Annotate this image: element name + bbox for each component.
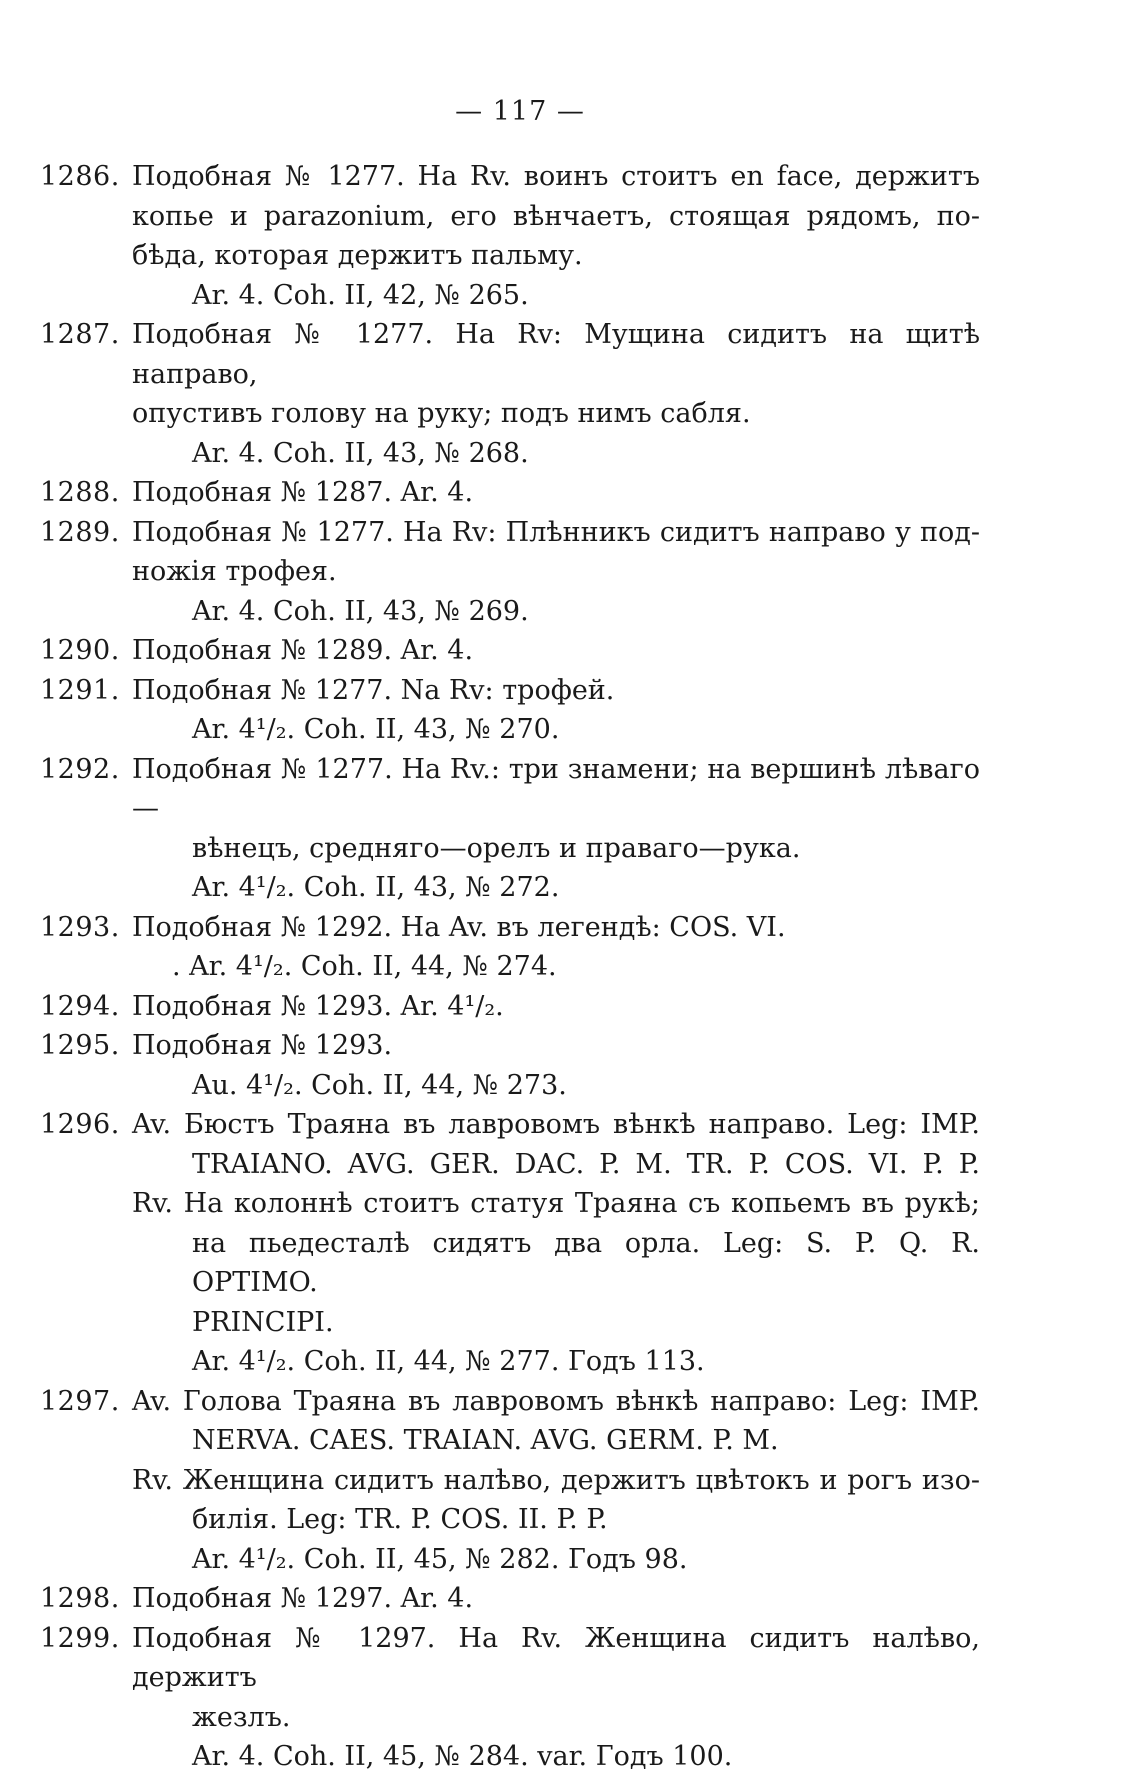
entry-body xyxy=(132,157,980,315)
entry-line: Подобная № 1277. На Rv.: три знамени; на вершинѣ лѣваго— xyxy=(132,753,980,824)
entry-number: 1288. xyxy=(40,477,120,508)
entry-body xyxy=(132,1382,980,1580)
catalog-entry-1293 xyxy=(40,908,980,987)
entry-body xyxy=(132,987,980,1027)
entry-body xyxy=(132,473,980,513)
catalog-entry-1299 xyxy=(40,1619,980,1777)
entry-body xyxy=(132,1619,980,1777)
entry-reference: Ar. 4. Coh. II, 43, № 269. xyxy=(192,595,529,627)
entry-line: Подобная № 1277. На Rv: Плѣнникъ сидитъ направо у под- xyxy=(132,516,980,548)
entry-line: Подобная № 1297. На Rv. Женщина сидитъ налѣво, держитъ xyxy=(132,1622,980,1693)
entry-line: ножія трофея. xyxy=(132,556,337,587)
entry-number: 1286. xyxy=(40,161,120,192)
entry-body xyxy=(132,631,980,671)
entry-reference: Ar. 4¹/₂. Coh. II, 43, № 272. xyxy=(192,872,560,903)
entry-number: 1294. xyxy=(40,990,120,1022)
entry-number: 1298. xyxy=(40,1583,120,1614)
catalog-entries xyxy=(40,157,980,1777)
entry-line: Av. Голова Траяна въ лавровомъ вѣнкѣ направо: Leg: IMP. xyxy=(132,1385,980,1417)
entry-line: копье и parazonium, его вѣнчаетъ, стоящая рядомъ, по- xyxy=(132,200,980,232)
entry-number: 1291. xyxy=(40,674,120,706)
entry-line: Подобная № 1277. На Rv. воинъ стоитъ en face, держитъ xyxy=(132,161,980,192)
entry-number: 1289. xyxy=(40,516,120,548)
catalog-entry-1290 xyxy=(40,631,980,671)
catalog-entry-1286 xyxy=(40,157,980,315)
entry-number: 1287. xyxy=(40,319,120,350)
entry-line: Подобная № 1277. На Rv: Мущина сидитъ на щитѣ направо, xyxy=(132,319,980,390)
entry-reference: Au. 4¹/₂. Coh. II, 44, № 273. xyxy=(192,1069,567,1101)
entry-line: Подобная № 1297. Ar. 4. xyxy=(132,1583,474,1614)
entry-line: Rv. На колоннѣ стоитъ статуя Траяна съ копьемъ въ рукѣ; xyxy=(132,1188,980,1219)
entry-body xyxy=(132,315,980,473)
entry-body xyxy=(132,1026,980,1105)
entry-reference: Ar. 4¹/₂. Coh. II, 44, № 277. Годъ 113. xyxy=(192,1346,705,1377)
entry-line: жезлъ. xyxy=(192,1701,291,1733)
entry-body xyxy=(132,908,980,987)
entry-body xyxy=(132,671,980,750)
entry-line: вѣнецъ, средняго—орелъ и праваго—рука. xyxy=(192,832,801,864)
entry-number: 1299. xyxy=(40,1622,120,1654)
catalog-entry-1298 xyxy=(40,1579,980,1619)
entry-number: 1296. xyxy=(40,1109,120,1140)
entry-line: Подобная № 1293. Ar. 4¹/₂. xyxy=(132,990,504,1022)
entry-line: TRAIANO. AVG. GER. DAC. P. M. TR. P. COS. VI. P. P. xyxy=(192,1148,980,1180)
catalog-entry-1289 xyxy=(40,513,980,632)
entry-reference: Ar. 4. Coh. II, 43, № 268. xyxy=(192,437,529,469)
catalog-entry-1288 xyxy=(40,473,980,513)
entry-line: опустивъ голову на руку; подъ нимъ сабля. xyxy=(132,398,751,429)
entry-body xyxy=(132,750,980,908)
entry-reference: Ar. 4. Coh. II, 45, № 284. var. Годъ 100. xyxy=(192,1741,733,1772)
entry-line: Rv. Женщина сидитъ налѣво, держитъ цвѣтокъ и рогъ изо- xyxy=(132,1464,980,1496)
entry-number: 1297. xyxy=(40,1385,120,1417)
entry-body xyxy=(132,1105,980,1382)
entry-reference: . Ar. 4¹/₂. Coh. II, 44, № 274. xyxy=(172,951,557,982)
entry-reference: Ar. 4¹/₂. Coh. II, 43, № 270. xyxy=(192,714,560,745)
catalog-entry-1291 xyxy=(40,671,980,750)
entry-number: 1292. xyxy=(40,753,120,785)
entry-line: Подобная № 1293. xyxy=(132,1030,393,1061)
catalog-entry-1297 xyxy=(40,1382,980,1580)
catalog-entry-1287 xyxy=(40,315,980,473)
entry-line: Подобная № 1287. Ar. 4. xyxy=(132,477,474,508)
entry-line: PRINCIPI. xyxy=(192,1306,334,1338)
catalog-entry-1296 xyxy=(40,1105,980,1382)
entry-number: 1293. xyxy=(40,911,120,943)
entry-line: бѣда, которая держитъ пальму. xyxy=(132,240,583,271)
page-number: — 117 — xyxy=(455,96,585,127)
entry-line: на пьедесталѣ сидятъ два орла. Leg: S. P. Q. R. OPTIMO. xyxy=(192,1227,980,1298)
entry-line: NERVA. CAES. TRAIAN. AVG. GERM. P. M. xyxy=(192,1425,779,1456)
entry-number: 1295. xyxy=(40,1030,120,1061)
entry-line: Подобная № 1277. Na Rv: трофей. xyxy=(132,674,615,706)
entry-body xyxy=(132,513,980,632)
entry-reference: Ar. 4¹/₂. Coh. II, 45, № 282. Годъ 98. xyxy=(192,1543,688,1575)
entry-reference: Ar. 4. Coh. II, 42, № 265. xyxy=(192,279,529,311)
catalog-entry-1294 xyxy=(40,987,980,1027)
entry-line: Подобная № 1289. Ar. 4. xyxy=(132,635,474,666)
entry-line: Av. Бюстъ Траяна въ лавровомъ вѣнкѣ направо. Leg: IMP. xyxy=(132,1109,980,1140)
entry-line: Подобная № 1292. На Av. въ легендѣ: COS. VI. xyxy=(132,911,786,943)
catalog-entry-1292 xyxy=(40,750,980,908)
entry-number: 1290. xyxy=(40,635,120,666)
catalog-entry-1295 xyxy=(40,1026,980,1105)
entry-body xyxy=(132,1579,980,1619)
entry-line: билія. Leg: TR. P. COS. II. P. P. xyxy=(192,1504,608,1535)
